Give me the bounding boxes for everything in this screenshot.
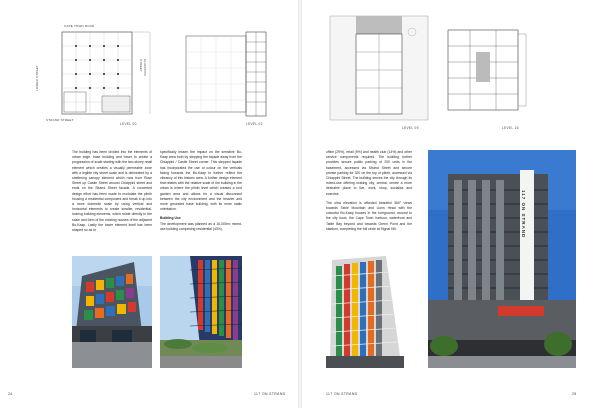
floor-plan-level-02 [178, 22, 274, 126]
floor-plan-level-00 [35, 22, 158, 126]
photo-tower-exterior [428, 150, 576, 368]
street-tag-top: CAPE TOWN ROAD [64, 24, 95, 28]
page-number-left: 24 [8, 392, 13, 396]
right-page [302, 0, 600, 408]
photo-facade-detail [326, 256, 404, 368]
text-column-1 [72, 150, 152, 233]
plan-label: LEVEL 16 [502, 126, 519, 130]
paragraph: office (29%), retail (9%) and health club (14%) and other service components required. The building further provides secure public parking of 200 units in the basement, accessed via Strand Street and secure private parking for 320 on the top of plinth, accessed via Chiappini Street. The building serves the city through its mixed-use offering making city, central, centre a more desirable place to live, work, shop, socialise and exercise. [326, 150, 412, 196]
plan-label: LEVEL 00 [120, 122, 137, 126]
photo-building-street-view [72, 256, 152, 368]
photo-facade-roof-garden [160, 256, 242, 368]
paragraph: The building has been divided into the elements of urban edge, base building and tower to create a progression of scale starting with the two-storey retail element which creates a visually permeable zone with a legible city street scale and is delineated by a sheltering canopy element which runs from Rose Street up Castle Street around Chiappini street and ends on the Strand Street facade. A concerted design effort has been made to modulate the plinth housing a residential component and break it up into a more domestic scale by using vertical and horizontal elements to create smaller, residential-looking building elements, which relate directly to the scale and form of the existing houses of the adjacent Bo-Kaap. Lastly the tower element itself has been shaped so as to [72, 150, 152, 233]
running-title-right: 117 ON STRAND [326, 392, 358, 396]
paragraph: specifically lessen the impact on the sensitive Bo-Kaap area both by stepping the façade away from the Chiappini / Castle Street corner. This stepped façade has incorporated the use of colour on the verticals facing towards the Bo-Kaap to further reflect the vibrancy of this historic area. A further design element that relates with the relative scale of the building in the urban is where the plinth level which creates a roof garden area and allows for a visual disconnect between the city environment and the heavier and more grounded base building, with its more static orientation. [160, 150, 242, 212]
left-page [0, 0, 298, 408]
street-tag-left: LOWER STREET [35, 64, 40, 92]
paragraph: The ultra elevation is afforded beautiful 360° views towards Table Mountain and Lions Head with the colourful Bo-Kaap houses in the foreground, around to the city bowl, the Cape Town harbour, waterfront and Table Bay beyond and towards Green Point and the stadium, completing the full circle at Signal Hill. [326, 200, 412, 231]
page-number-right: 25 [572, 392, 577, 396]
subheading: Building Use [160, 216, 181, 221]
plan-label: LEVEL 02 [246, 122, 263, 126]
paragraph: The development was planned as a 16,000m² mixed-use building comprising residential (43%), [160, 221, 242, 231]
tower-sign: 117 ON STRAND [521, 190, 526, 239]
floor-plan-level-09 [326, 12, 432, 130]
street-tag-right: CHIAPPINI STREET [139, 59, 147, 76]
plan-label: LEVEL 09 [402, 126, 419, 130]
text-column-2 [160, 150, 242, 232]
street-tag-bottom: STRAND STREET [46, 118, 74, 122]
floor-plan-level-16 [442, 12, 532, 130]
text-column-3 [326, 150, 412, 232]
running-title-left: 117 ON STRAND [254, 392, 286, 396]
